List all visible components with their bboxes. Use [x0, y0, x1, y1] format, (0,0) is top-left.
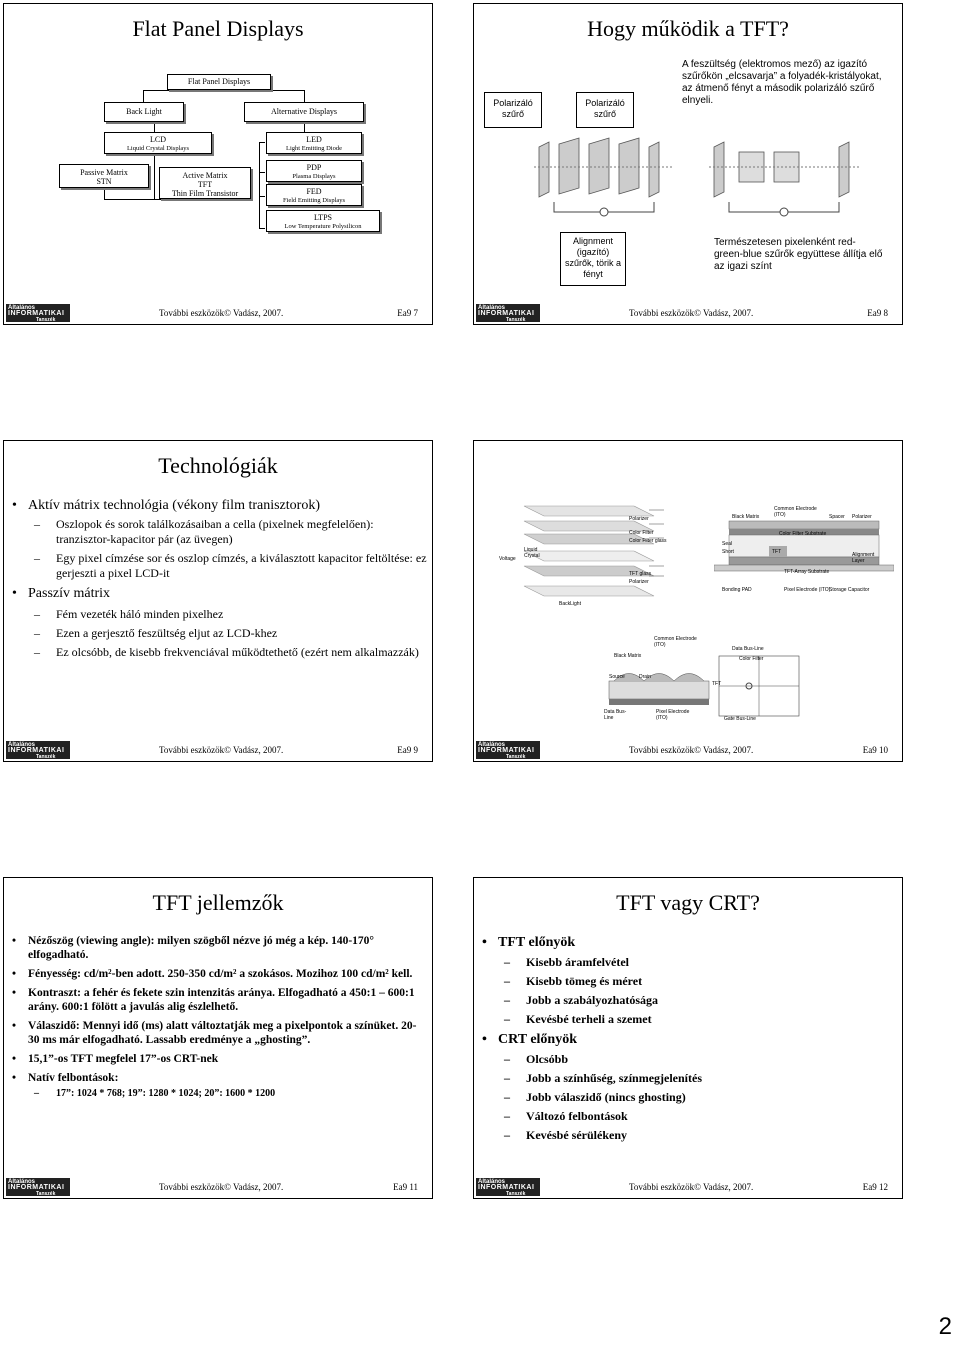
sub-bullet: – Kevésbé terheli a szemet [478, 1012, 893, 1027]
sub-bullet: – Oszlopok és sorok találkozásaiban a cella (pixelnek megfelelően): tranzisztor-kapacitor pár (az üvegen) [8, 517, 428, 547]
alignment-label: Alignment (igazító) szűrők, törik a fényt [560, 232, 626, 286]
slide-footer [4, 739, 432, 761]
sub-bullet: – Jobb a szabályozhatósága [478, 993, 893, 1008]
label-backlight: BackLight [559, 601, 581, 607]
label-storage-capacitor: Storage Capacitor [829, 587, 870, 593]
node-fed: FED Field Emitting Displays [266, 184, 362, 206]
slide-title: Flat Panel Displays [132, 16, 304, 41]
label-tft-2: TFT [712, 681, 722, 687]
tft-cell-structure-diagram [599, 636, 809, 731]
node-active-matrix: Active Matrix TFT Thin Film Transistor [159, 167, 251, 199]
sub-bullet: – Fém vezeték háló minden pixelhez [8, 607, 428, 622]
label-polarizer-3: Polarizer [852, 514, 872, 520]
slide-11 [3, 877, 433, 1199]
slide-title: Hogy működik a TFT? [587, 16, 789, 41]
slide-footer [4, 1176, 432, 1198]
label-data-bus-line: Data Bus-Line [732, 646, 764, 652]
logo: Általános INFORMATIKAI Tanszék [476, 304, 540, 322]
label-drain: Drain [639, 674, 651, 680]
label-common-electrode-2: Common Electrode (ITO) [654, 636, 697, 648]
bullet-tft-crt: • 15,1”-os TFT megfelel 17”-os CRT-nek [8, 1052, 423, 1066]
label-liquid-crystal: Liquid Crystal [524, 547, 540, 559]
slide-number: Ea9 10 [862, 745, 888, 755]
label-color-filter: Color Filter [629, 530, 654, 536]
label-voltage: Voltage [499, 556, 516, 562]
node-lcd: LCD Liquid Crystal Displays [104, 132, 212, 154]
slide-title: TFT jellemzők [152, 890, 284, 915]
logo: Általános INFORMATIKAI Tanszék [6, 1178, 70, 1196]
label-bonding-pad: Bonding PAD [722, 587, 752, 593]
slide-title: Technológiák [158, 453, 278, 478]
bullet-response-time: • Válaszidő: Mennyi idő (ms) alatt változtatják meg a pixelpontok a színüket. 20-30 ms már elfogadható. Lassabb eredménye a „ghosting”. [8, 1019, 423, 1047]
slide-12 [473, 877, 903, 1199]
sub-bullet: – Olcsóbb [478, 1052, 893, 1067]
logo: Általános INFORMATIKAI Tanszék [476, 1178, 540, 1196]
bullet-passive-matrix: • Passzív mátrix [8, 585, 428, 603]
sub-bullet: – Kisebb áramfelvétel [478, 955, 893, 970]
footer-text: További eszközök© Vadász, 2007. [159, 308, 284, 318]
label-tft-glass: TFT glass [629, 571, 652, 577]
slide-8 [473, 3, 903, 325]
label-spacer: Spacer [829, 514, 845, 520]
node-flat-panel-displays: Flat Panel Displays [167, 74, 271, 90]
slide-9 [3, 440, 433, 762]
slide-footer [474, 739, 902, 761]
slide-number: Ea9 9 [397, 745, 418, 755]
logo: Általános INFORMATIKAI Tanszék [6, 304, 70, 322]
label-alignment-layer: Alignment Layer [852, 552, 875, 564]
footer-text: További eszközök© Vadász, 2007. [629, 1182, 754, 1192]
description: A feszültség (elektromos mező) az igazító szűrőkön „elcsavarja” a folyadék-kristályokat, az átmenő fényt a második polarizáló szűrő elnyeli. [682, 59, 882, 106]
sub-bullet: – Kevésbé sérülékeny [478, 1128, 893, 1143]
lcd-layer-diagram-on [709, 132, 859, 222]
polarizer-label-1: Polarizáló szűrő [484, 92, 542, 128]
slide-footer [474, 302, 902, 324]
label-black-matrix-2: Black Matrix [614, 653, 642, 659]
sub-bullet: – Jobb válaszidő (nincs ghosting) [478, 1090, 893, 1105]
footer-text: További eszközök© Vadász, 2007. [629, 308, 754, 318]
label-array-substrate: TFT-Array Substrate [784, 569, 830, 575]
footer-text: További eszközök© Vadász, 2007. [159, 1182, 284, 1192]
footer-text: További eszközök© Vadász, 2007. [159, 745, 284, 755]
node-led: LED Light Emitting Diode [266, 132, 362, 154]
slide-footer [4, 302, 432, 324]
slide-7 [3, 3, 433, 325]
slide-number: Ea9 8 [867, 308, 888, 318]
node-ltps: LTPS Low Temperature Polysilicon [266, 210, 380, 232]
logo: Általános INFORMATIKAI Tanszék [476, 741, 540, 759]
logo: Általános INFORMATIKAI Tanszék [6, 741, 70, 759]
node-pdp: PDP Plasma Displays [266, 160, 362, 182]
label-pixel-electrode-2: Pixel Electrode (ITO) [656, 709, 690, 721]
sub-bullet: – Kisebb tömeg és méret [478, 974, 893, 989]
slide-number: Ea9 11 [393, 1182, 418, 1192]
bullet-viewing-angle: • Nézőszög (viewing angle): milyen szögből nézve jó még a kép. 140-170° elfogadható. [8, 934, 423, 962]
bullet-crt-advantages: • CRT előnyök [478, 1031, 893, 1049]
sub-bullet: – Egy pixel címzése sor és oszlop címzés, a kiválasztott kapacitor feltöltése: ez gerjeszti a pixel LCD-it [8, 551, 428, 581]
rgb-text: Természetesen pixelenként red-green-blue szűrők együttese állítja elő az igazi színt [714, 237, 883, 272]
label-gate-bus-line: Gate Bus-Line [724, 716, 756, 722]
node-alternative-displays: Alternative Displays [244, 102, 364, 122]
label-seal: Seal [722, 541, 733, 547]
label-tft: TFT [772, 549, 782, 555]
slide-number: Ea9 12 [862, 1182, 888, 1192]
label-short: Short [722, 549, 734, 555]
bullet-brightness: • Fényesség: cd/m²-ben adott. 250-350 cd/m² a szokásos. Mozihoz 100 cd/m² kell. [8, 967, 423, 981]
node-back-light: Back Light [104, 102, 184, 122]
footer-text: További eszközök© Vadász, 2007. [629, 745, 754, 755]
sub-bullet: – Jobb a színhűség, színmegjelenítés [478, 1071, 893, 1086]
label-color-filter-glass: Color Filter glass [629, 538, 667, 544]
bullet-contrast: • Kontraszt: a fehér és fekete szin intenzitás aránya. Elfogadható a 450:1 – 600:1 arány. 600:1 fölött a javulás alig észlelhető. [8, 986, 423, 1014]
label-pixel-electrode: Pixel Electrode (ITO) [784, 587, 831, 593]
slide-title: TFT vagy CRT? [616, 890, 760, 915]
slide-10 [473, 440, 903, 762]
polarizer-label-2: Polarizáló szűrő [576, 92, 634, 128]
label-color-filter-2: Color Filter [739, 656, 764, 662]
slide-number: Ea9 7 [397, 308, 418, 318]
sub-bullet: – Ezen a gerjesztő feszültség eljut az LCD-khez [8, 626, 428, 641]
sub-bullet: – Ez olcsóbb, de kisebb frekvenciával működtethető (ezért nem alkalmazzák) [8, 645, 428, 660]
sub-bullet: – Változó felbontások [478, 1109, 893, 1124]
page-number: 2 [938, 1313, 952, 1340]
bullet-active-matrix: • Aktív mátrix technológia (vékony film tranisztorok) [8, 497, 428, 515]
lcd-layer-diagram-off [534, 132, 674, 222]
slide-footer [474, 1176, 902, 1198]
bullet-tft-advantages: • TFT előnyök [478, 934, 893, 952]
label-source: Source [609, 674, 625, 680]
label-polarizer: Polarizer [629, 516, 649, 522]
label-cf-substrate: Color Filter Substrate [779, 531, 827, 537]
sub-bullet-resolutions: – 17”: 1024 * 768; 19”: 1280 * 1024; 20”: 1600 * 1200 [8, 1087, 423, 1101]
label-polarizer-2: Polarizer [629, 579, 649, 585]
label-common-electrode: Common Electrode (ITO) [774, 506, 817, 518]
label-data-bus-line-2: Data Bus-Line [604, 709, 627, 721]
label-black-matrix: Black Matrix [732, 514, 760, 520]
node-passive-matrix: Passive Matrix STN [59, 164, 149, 188]
bullet-native-resolution: • Natív felbontások: [8, 1071, 423, 1085]
